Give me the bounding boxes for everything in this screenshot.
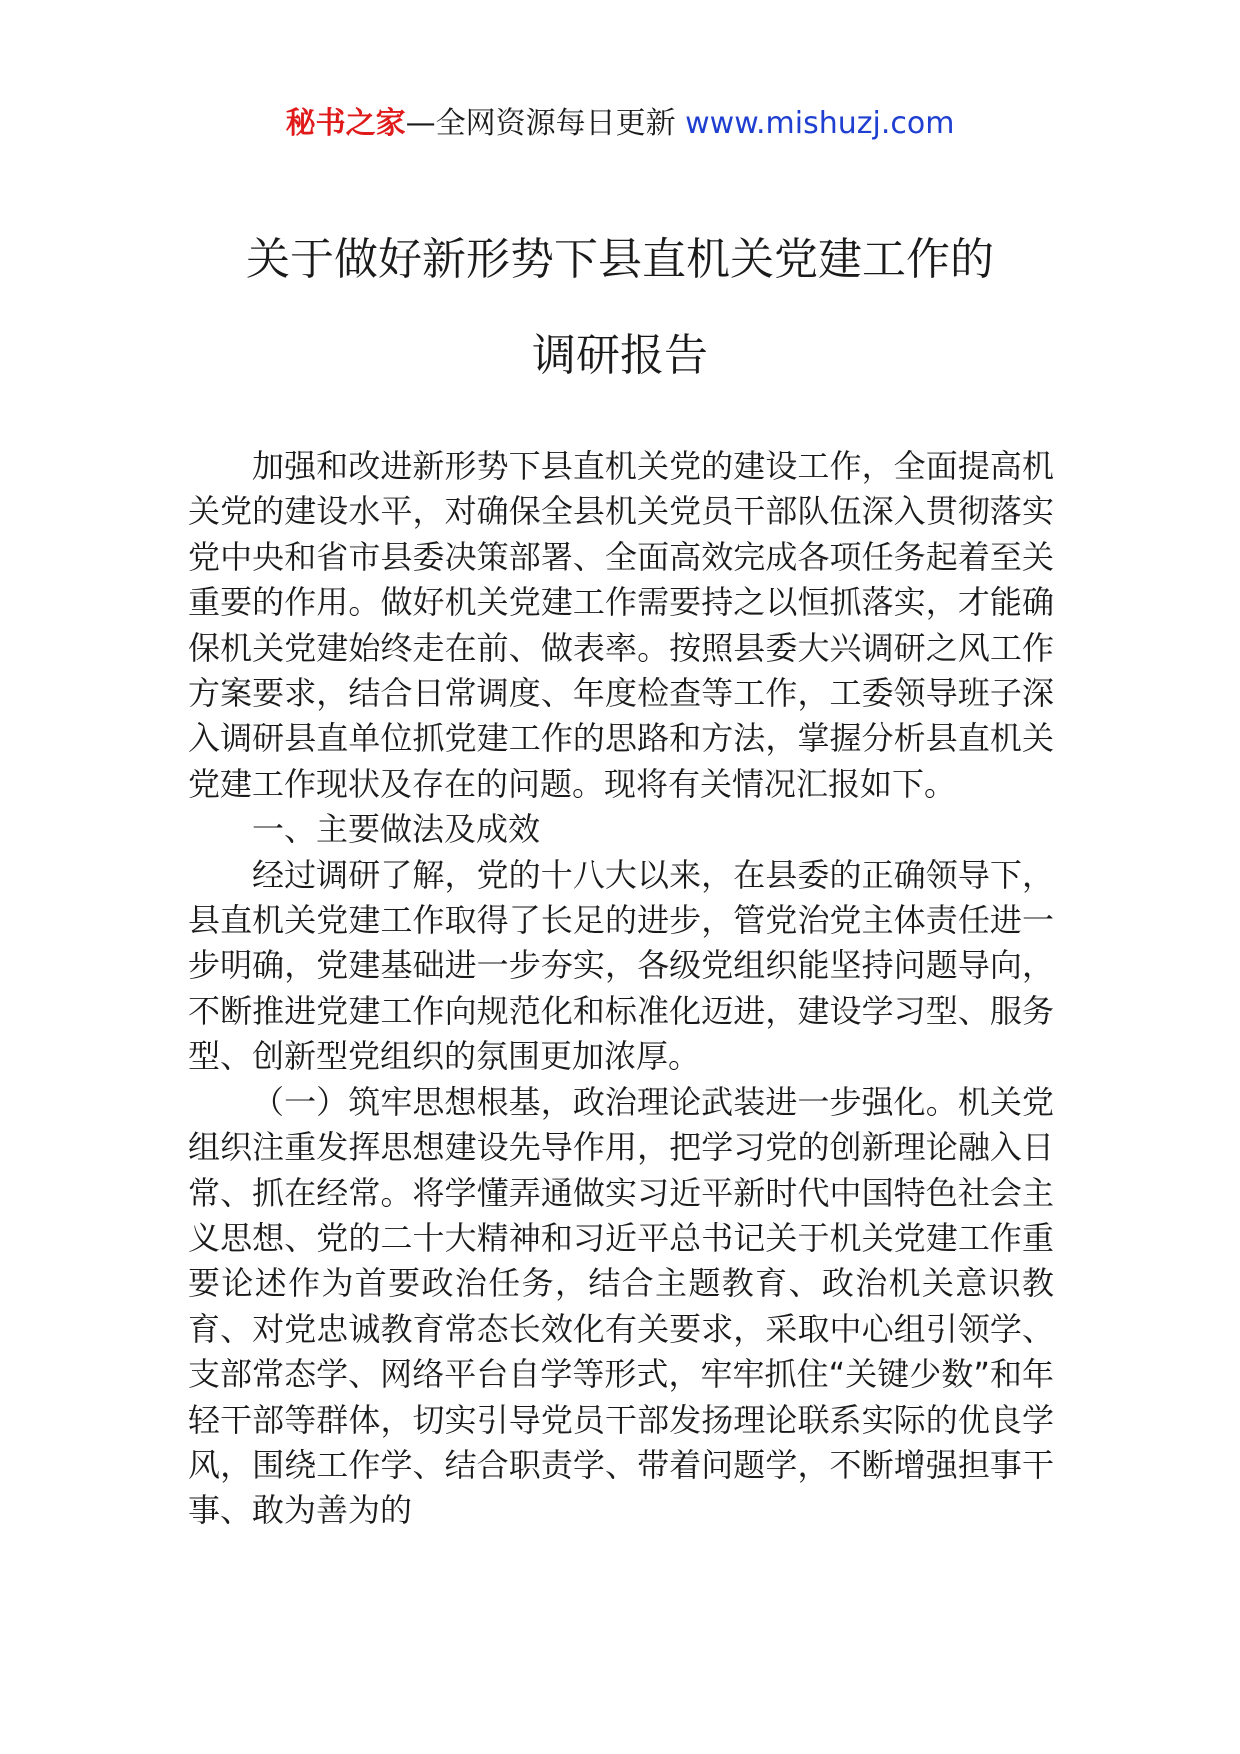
body-paragraph: （一）筑牢思想根基，政治理论武装进一步强化。机关党组织注重发挥思想建设先导作用，把学习党的创新理论融入日常、抓在经常。将学懂弄通做实习近平新时代中国特色社会主义思想、党的二十大精神和习近平总书记关于机关党建工作重要论述作为首要政治任务，结合主题教育、政治机关意识教育、对党忠诚教育常态长效化有关要求，采取中心组引领学、支部常态学、网络平台自学等形式，牢牢抓住“关键少数”和年轻干部等群体，切实引导党员干部发扬理论联系实际的优良学风，围绕工作学、结合职责学、带着问题学，不断增强担事干事、敢为善为的: [188, 1082, 1054, 1530]
intro-paragraph: 加强和改进新形势下县直机关党的建设工作，全面提高机关党的建设水平，对确保全县机关党员干部队伍深入贯彻落实党中央和省市县委决策部署、全面高效完成各项任务起着至关重要的作用。做好机关党建工作需要持之以恒抓落实，才能确保机关党建始终走在前、做表率。按照县委大兴调研之风工作方案要求，结合日常调度、年度检查等工作，工委领导班子深入调研县直单位抓党建工作的思路和方法，掌握分析县直机关党建工作现状及存在的问题。现将有关情况汇报如下。: [188, 447, 1054, 803]
section-heading-1: 一、主要做法及成效: [252, 810, 541, 849]
title-line-2: 调研报告: [532, 330, 708, 381]
document-title: [0, 232, 1240, 384]
banner-tagline: —全网资源每日更新: [405, 106, 676, 141]
site-url-link[interactable]: www.mishuzj.com: [685, 106, 955, 141]
body-paragraph: 经过调研了解，党的十八大以来，在县委的正确领导下，县直机关党建工作取得了长足的进步，管党治党主体责任进一步明确，党建基础进一步夯实，各级党组织能坚持问题导向，不断推进党建工作向规范化和标准化迈进，建设学习型、服务型、创新型党组织的氛围更加浓厚。: [188, 855, 1054, 1076]
title-line-1: 关于做好新形势下县直机关党建工作的: [246, 234, 994, 285]
site-banner: [0, 102, 1240, 146]
brand-name: 秘书之家: [285, 106, 406, 141]
document-body: [188, 444, 1054, 1534]
